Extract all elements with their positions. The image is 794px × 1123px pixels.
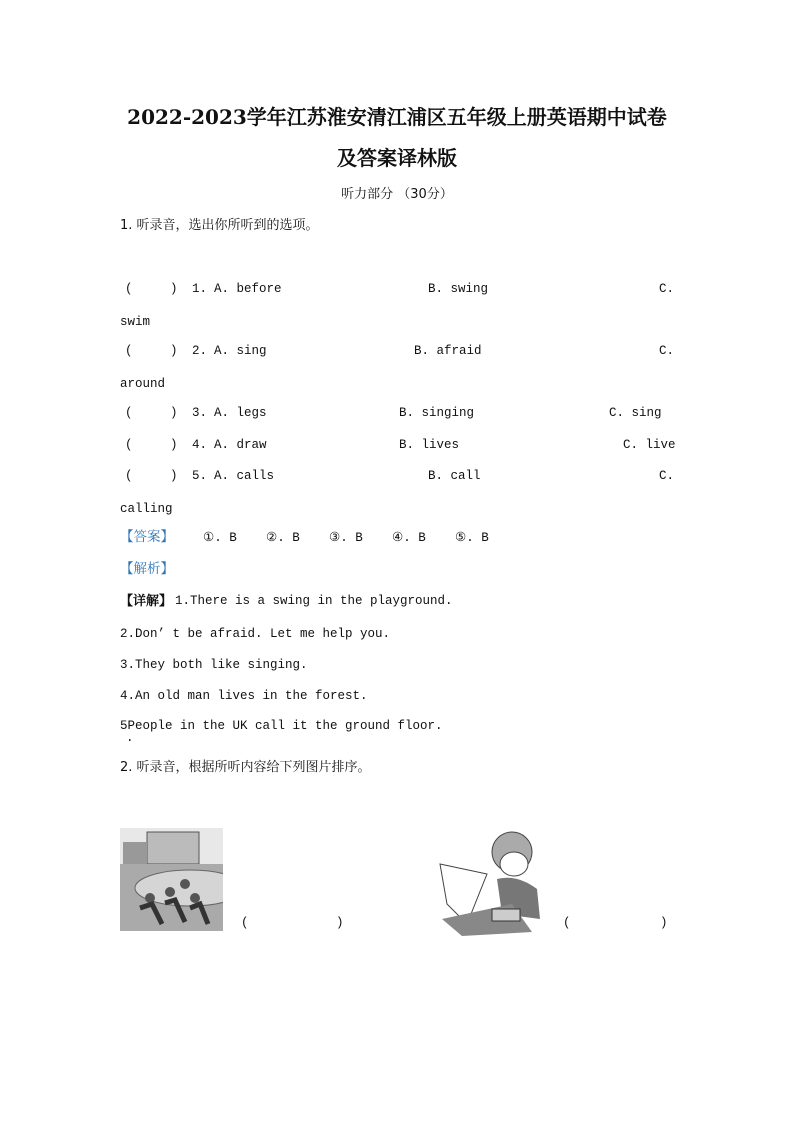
- answer-4: ④. B: [392, 531, 426, 545]
- running-race-picture: [120, 828, 223, 931]
- item-number: 4.: [192, 438, 208, 452]
- option-b: B. singing: [399, 406, 475, 420]
- answer-3: ③. B: [329, 531, 363, 545]
- q1-prompt: 1. 听录音，选出你所听到的选项。: [120, 218, 319, 233]
- option-c-label: C.: [659, 469, 675, 483]
- detail-4: 4.An old man lives in the forest.: [120, 689, 368, 703]
- option-c: C. sing: [609, 406, 662, 420]
- option-a: A. sing: [214, 344, 267, 358]
- option-a: A. calls: [214, 469, 275, 483]
- picture-2-blank-close: ): [660, 916, 668, 930]
- answer-5: ⑤. B: [455, 531, 489, 545]
- answer-2: ②. B: [266, 531, 300, 545]
- option-b: B. swing: [428, 282, 489, 296]
- item-number: 3.: [192, 406, 208, 420]
- item-number: 1.: [192, 282, 208, 296]
- detail-2: 2.Don’ t be afraid. Let me help you.: [120, 627, 391, 641]
- stray-dot: .: [126, 731, 134, 745]
- option-b: B. lives: [399, 438, 460, 452]
- picture-1-blank-close: ): [336, 916, 344, 930]
- option-c-label: C.: [659, 282, 675, 296]
- option-a: A. draw: [214, 438, 267, 452]
- doc-title-line1: 2022-2023学年江苏淮安清江浦区五年级上册英语期中试卷: [127, 105, 667, 129]
- option-c: swim: [120, 315, 151, 329]
- detail-1: 1.There is a swing in the playground.: [175, 594, 453, 608]
- option-b: B. call: [428, 469, 481, 483]
- answer-paren-open[interactable]: (: [125, 344, 133, 358]
- q2-prompt: 2. 听录音，根据所听内容给下列图片排序。: [120, 760, 371, 775]
- answer-paren-close: ): [170, 406, 178, 420]
- detail-label: 【详解】: [120, 594, 173, 609]
- answer-paren-open[interactable]: (: [125, 469, 133, 483]
- option-b: B. afraid: [414, 344, 482, 358]
- option-c: calling: [120, 502, 173, 516]
- answer-paren-close: ): [170, 344, 178, 358]
- detail-3: 3.They both like singing.: [120, 658, 308, 672]
- answer-paren-close: ): [170, 282, 178, 296]
- option-a: A. before: [214, 282, 282, 296]
- answer-label: 【答案】: [120, 529, 174, 545]
- answer-paren-open[interactable]: (: [125, 406, 133, 420]
- answer-paren-close: ): [170, 438, 178, 452]
- doc-title-line2: 及答案译林版: [337, 146, 457, 170]
- picture-1-blank-open[interactable]: (: [241, 916, 249, 930]
- picture-2-blank-open[interactable]: (: [563, 916, 571, 930]
- item-number: 5.: [192, 469, 208, 483]
- detail-5: 5People in the UK call it the ground floor.: [120, 719, 443, 733]
- answer-paren-open[interactable]: (: [125, 282, 133, 296]
- section-heading: 听力部分 （30分）: [341, 187, 453, 202]
- option-c-label: C.: [659, 344, 675, 358]
- option-c: C. live: [623, 438, 676, 452]
- answer-1: ①. B: [203, 531, 237, 545]
- answer-paren-close: ): [170, 469, 178, 483]
- item-number: 2.: [192, 344, 208, 358]
- analysis-label: 【解析】: [120, 561, 174, 577]
- boy-drawing-picture: [432, 824, 547, 936]
- answer-paren-open[interactable]: (: [125, 438, 133, 452]
- option-a: A. legs: [214, 406, 267, 420]
- option-c: around: [120, 377, 166, 391]
